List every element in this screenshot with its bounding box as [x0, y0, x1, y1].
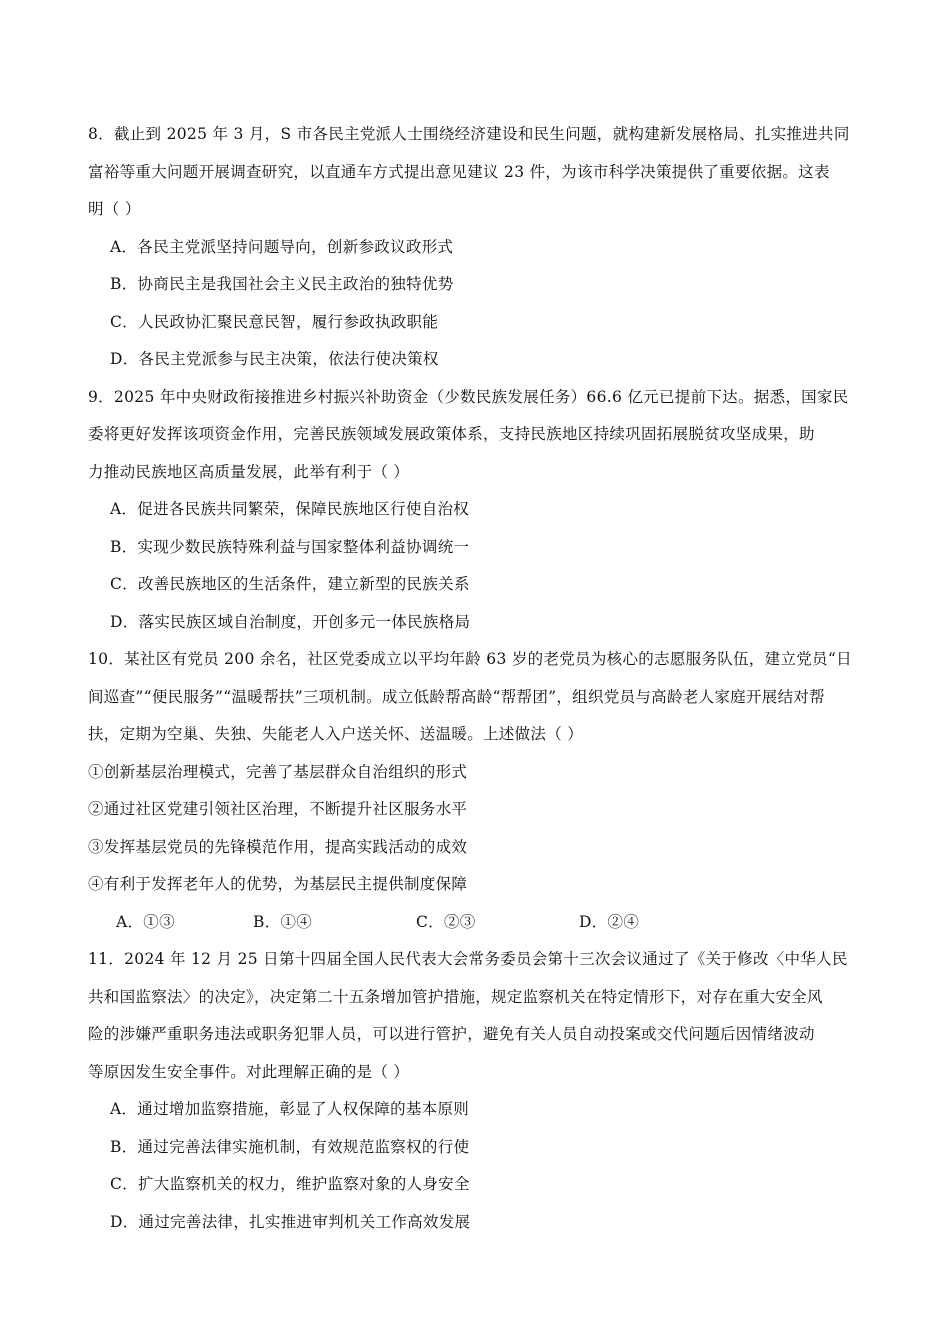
question-9-stem-line-1: 9．2025 年中央财政衔接推进乡村振兴补助资金（少数民族发展任务）66.6 亿元已提前下达。据悉，国家民: [88, 387, 849, 406]
question-11-option-c: C．扩大监察机关的权力，维护监察对象的人身安全: [110, 1175, 470, 1193]
question-10-option-d: D．②④: [579, 912, 640, 931]
question-11-stem-line-2: 共和国监察法〉的决定》，决定第二十五条增加管护措施，规定监察机关在特定情形下，对存在重大安全风: [88, 987, 823, 1006]
question-8-option-a: A．各民主党派坚持问题导向，创新参政议政形式: [110, 237, 454, 256]
question-9-option-d: D．落实民族区域自治制度，开创多元一体民族格局: [110, 612, 471, 631]
question-11-option-b: B．通过完善法律实施机制，有效规范监察权的行使: [110, 1137, 470, 1156]
question-10-stem-line-2: 间巡查”“便民服务”“温暖帮扶”三项机制。成立低龄帮高龄“帮帮团”，组织党员与高龄老人家庭开展结对帮: [88, 687, 825, 706]
question-10-answer-options: [88, 904, 868, 942]
question-8-option-c: C．人民政协汇聚民意民智，履行参政执政职能: [110, 312, 439, 331]
question-10-statement-1: ①创新基层治理模式，完善了基层群众自治组织的形式: [88, 762, 468, 781]
question-10: [88, 641, 868, 941]
question-10-stem-line-3: 扶，定期为空巢、失独、失能老人入户送关怀、送温暖。上述做法（ ）: [88, 725, 584, 743]
question-9-option-a: A．促进各民族共同繁荣，保障民族地区行使自治权: [110, 500, 470, 518]
question-8-stem-line-1: 8．截止到 2025 年 3 月，S 市各民主党派人士围绕经济建设和民生问题，就构建新发展格局、扎实推进共同: [88, 125, 850, 143]
question-11: [88, 941, 868, 1241]
question-10-option-a: A．①③: [116, 912, 175, 931]
question-11-option-d: D．通过完善法律，扎实推进审判机关工作高效发展: [110, 1212, 471, 1231]
question-9-stem-line-3: 力推动民族地区高质量发展，此举有利于（ ）: [88, 462, 410, 481]
question-10-statement-4: ④有利于发挥老年人的优势，为基层民主提供制度保障: [88, 875, 468, 893]
question-11-option-a: A．通过增加监察措施，彰显了人权保障的基本原则: [110, 1100, 470, 1118]
question-10-option-c: C．②③: [416, 912, 476, 931]
question-8-stem-line-2: 富裕等重大问题开展调查研究，以直通车方式提出意见建议 23 件，为该市科学决策提供了重要依据。这表: [88, 162, 830, 181]
document-page: [88, 116, 868, 1241]
question-10-stem-line-1: 10．某社区有党员 200 余名，社区党委成立以平均年龄 63 岁的老党员为核心的志愿服务队伍，建立党员“日: [88, 650, 852, 668]
question-9-stem-line-2: 委将更好发挥该项资金作用，完善民族领域发展政策体系，支持民族地区持续巩固拓展脱贫攻坚成果，助: [88, 425, 815, 443]
question-10-statement-3: ③发挥基层党员的先锋模范作用，提高实践活动的成效: [88, 837, 468, 856]
question-8: [88, 116, 868, 379]
question-9-option-c: C．改善民族地区的生活条件，建立新型的民族关系: [110, 575, 470, 593]
question-10-statement-2: ②通过社区党建引领社区治理，不断提升社区服务水平: [88, 800, 468, 818]
question-9: [88, 379, 868, 642]
question-8-option-b: B．协商民主是我国社会主义民主政治的独特优势: [110, 275, 454, 293]
question-11-stem-line-3: 险的涉嫌严重职务违法或职务犯罪人员，可以进行管护，避免有关人员自动投案或交代问题后因情绪波动: [88, 1025, 815, 1043]
question-10-option-b: B．①④: [253, 912, 313, 931]
question-11-stem-line-1: 11．2024 年 12 月 25 日第十四届全国人民代表大会常务委员会第十三次会议通过了《关于修改〈中华人民: [88, 950, 848, 968]
question-9-option-b: B．实现少数民族特殊利益与国家整体利益协调统一: [110, 537, 470, 556]
question-8-option-d: D．各民主党派参与民主决策，依法行使决策权: [110, 350, 439, 368]
question-8-stem-line-3: 明（ ）: [88, 200, 141, 218]
question-11-stem-line-4: 等原因发生安全事件。对此理解正确的是（ ）: [88, 1062, 410, 1081]
